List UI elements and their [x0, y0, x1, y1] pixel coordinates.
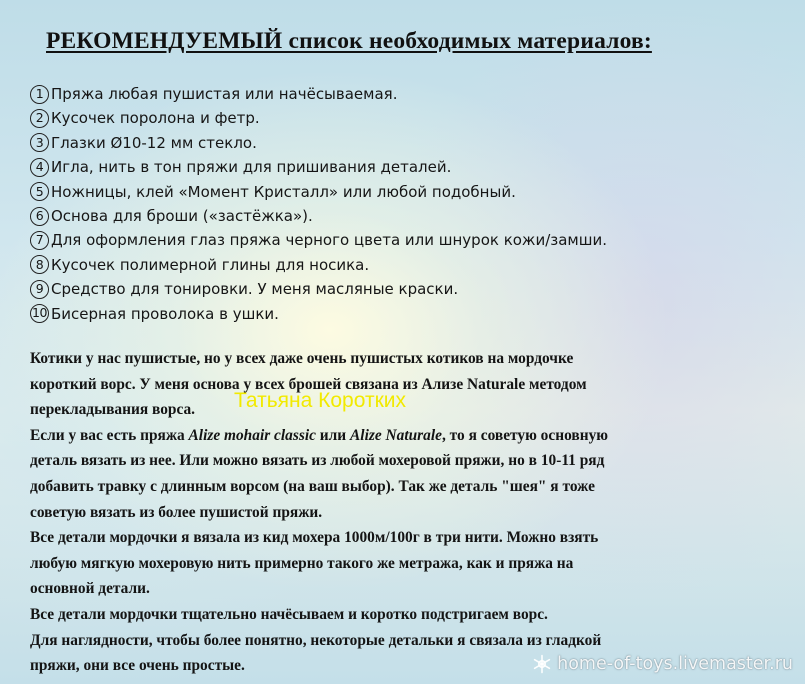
text-segment: или: [315, 426, 351, 444]
page-title: РЕКОМЕНДУЕМЫЙ список необходимых материалов:: [46, 28, 652, 54]
text-segment: деталь вязать из нее. Или можно вязать из любой мохеровой пряжи, но в 10-11 ряд: [30, 452, 605, 470]
materials-list: [30, 82, 607, 326]
yarn-name: Alize mohair classic: [188, 426, 316, 444]
item-number-badge: 10: [30, 304, 49, 323]
text-line: [30, 372, 790, 398]
text-line: [30, 525, 790, 551]
material-item: [30, 228, 607, 252]
site-watermark: [532, 654, 793, 674]
material-item: [30, 82, 607, 106]
text-segment: Для наглядности, чтобы более понятно, некоторые детальки я связала из гладкой: [30, 631, 602, 649]
material-item-text: Кусочек полимерной глины для носика.: [51, 255, 370, 274]
material-item-text: Игла, нить в тон пряжи для пришивания деталей.: [51, 158, 452, 177]
text-segment: пряжи, они все очень простые.: [30, 657, 245, 675]
material-item-text: Основа для броши («застёжка»).: [51, 206, 313, 225]
text-segment: , то я советую основную: [441, 426, 609, 444]
item-number-badge: 6: [30, 207, 49, 226]
text-line: [30, 474, 790, 500]
text-segment: Все детали мордочки я вязала из кид мохера 1000м/100г в три нити. Можно взять: [30, 529, 599, 547]
item-number-badge: 9: [30, 280, 49, 299]
material-item-text: Для оформления глаз пряжа черного цвета или шнурок кожи/замши.: [51, 231, 607, 250]
material-item: [30, 106, 607, 130]
material-item-text: Глазки Ø10-12 мм стекло.: [51, 133, 257, 152]
material-item-text: Пряжа любая пушистая или начёсываемая.: [51, 85, 398, 103]
text-segment: основной детали.: [30, 580, 150, 598]
author-watermark: Татьяна Коротких: [234, 389, 406, 412]
item-number-badge: 1: [30, 85, 49, 104]
material-item-text: Ножницы, клей «Момент Кристалл» или любой подобный.: [51, 182, 516, 201]
text-line: [30, 500, 790, 526]
item-number-badge: 5: [30, 182, 49, 201]
item-number-badge: 2: [30, 109, 49, 128]
text-line: [30, 628, 790, 654]
text-segment: Все детали мордочки тщательно начёсываем и коротко подстригаем ворс.: [30, 605, 548, 623]
text-segment: короткий ворс. У меня основа у всех брошей связана из Ализе Naturale методом: [30, 375, 587, 393]
material-item: [30, 155, 607, 179]
text-segment: советую вязать из более пушистой пряжи.: [30, 503, 323, 521]
material-item: [30, 302, 607, 326]
text-line: [30, 423, 790, 449]
material-item: [30, 131, 607, 155]
text-line: [30, 397, 790, 423]
site-watermark-text: home-of-toys.livemaster.ru: [557, 654, 793, 674]
yarn-name: Alize Naturale: [350, 426, 442, 444]
material-item: [30, 253, 607, 277]
text-segment: перекладывания ворса.: [30, 401, 196, 419]
text-line: [30, 346, 790, 372]
material-item: [30, 204, 607, 228]
item-number-badge: 3: [30, 133, 49, 152]
text-segment: Если у вас есть пряжа: [30, 426, 189, 444]
item-number-badge: 4: [30, 158, 49, 177]
text-segment: Котики у нас пушистые, но у всех даже очень пушистых котиков на мордочке: [30, 350, 574, 367]
text-line: [30, 576, 790, 602]
snowflake-icon: [532, 654, 552, 674]
item-number-badge: 7: [30, 231, 49, 250]
material-item: [30, 277, 607, 301]
material-item-text: Кусочек поролона и фетр.: [51, 109, 260, 128]
material-item: [30, 180, 607, 204]
material-item-text: Средство для тонировки. У меня масляные краски.: [51, 280, 459, 299]
material-item-text: Бисерная проволока в ушки.: [51, 304, 279, 323]
text-line: [30, 602, 790, 628]
item-number-badge: 8: [30, 255, 49, 274]
text-segment: любую мягкую мохеровую нить примерно такого же метража, как и пряжа на: [30, 554, 574, 572]
text-line: [30, 551, 790, 577]
description-text: [30, 346, 790, 679]
text-line: [30, 448, 790, 474]
text-segment: добавить травку с длинным ворсом (на ваш выбор). Так же деталь "шея" я тоже: [30, 477, 595, 495]
